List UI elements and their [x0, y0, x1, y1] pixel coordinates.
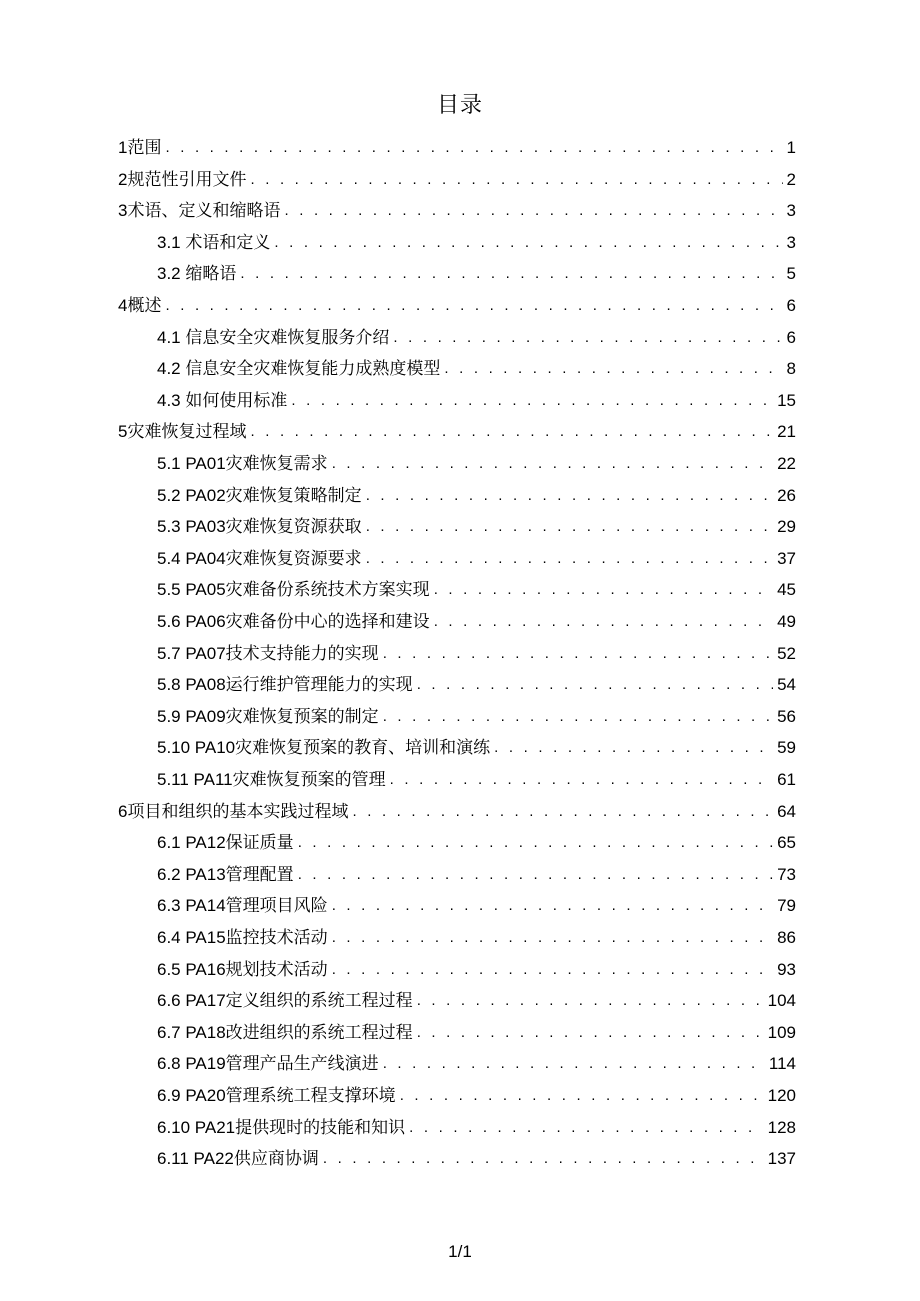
toc-entry-label: 6.1 PA12保证质量 — [157, 833, 294, 853]
page-number-footer: 1/1 — [448, 1242, 472, 1261]
toc-entry[interactable] — [157, 701, 796, 733]
toc-entry-page-number: 64 — [777, 801, 796, 821]
toc-dot-leader — [434, 606, 773, 638]
toc-entry-label: 5.2 PA02灾难恢复策略制定 — [157, 485, 362, 505]
toc-entry-label: 6.9 PA20管理系统工程支撑环境 — [157, 1086, 396, 1105]
toc-entry-page-number: 128 — [767, 1117, 796, 1137]
toc-entry[interactable] — [157, 1017, 796, 1049]
toc-dot-leader — [332, 890, 773, 922]
toc-entry-page-number: 21 — [777, 422, 796, 442]
toc-entry-label: 6.4 PA15监控技术活动 — [157, 928, 328, 947]
toc-entry-label: 5.8 PA08运行维护管理能力的实现 — [157, 675, 413, 695]
toc-entry[interactable] — [157, 480, 796, 512]
toc-entry-label: 5.5 PA05灾难备份系统技术方案实现 — [157, 580, 430, 600]
toc-entry[interactable] — [157, 511, 796, 543]
toc-entry[interactable] — [157, 543, 796, 575]
toc-dot-leader — [383, 701, 773, 733]
toc-entry[interactable] — [118, 416, 796, 448]
toc-entry-label: 2规范性引用文件 — [118, 169, 247, 189]
toc-entry[interactable] — [118, 132, 796, 164]
toc-entry[interactable] — [157, 353, 796, 385]
toc-entry[interactable] — [157, 890, 796, 922]
toc-entry-label: 5.7 PA07技术支持能力的实现 — [157, 643, 379, 663]
toc-dot-leader — [332, 922, 773, 954]
toc-entry[interactable] — [118, 164, 796, 196]
toc-entry[interactable] — [157, 1143, 796, 1175]
toc-entry[interactable] — [118, 290, 796, 322]
toc-entry-label: 6项目和组织的基本实践过程域 — [118, 801, 349, 821]
toc-entry-label: 6.10 PA21提供现时的技能和知识 — [157, 1117, 406, 1137]
toc-dot-leader — [332, 954, 773, 986]
toc-entry-label: 5.4 PA04灾难恢复资源要求 — [157, 548, 362, 568]
toc-entry-label: 1范围 — [118, 138, 162, 157]
toc-entry-page-number: 93 — [777, 959, 796, 979]
toc-entry-page-number: 59 — [777, 738, 796, 758]
toc-entry-label: 6.2 PA13管理配置 — [157, 864, 294, 884]
toc-entry-page-number: 61 — [777, 770, 796, 789]
toc-dot-leader — [393, 322, 782, 354]
toc-dot-leader — [383, 638, 773, 670]
toc-entry-page-number: 37 — [777, 548, 796, 568]
toc-entry-label: 6.11 PA22供应商协调 — [157, 1149, 319, 1169]
toc-entry-label: 3术语、定义和缩略语 — [118, 201, 281, 221]
toc-entry-page-number: 5 — [786, 264, 796, 284]
toc-entry-label: 5.3 PA03灾难恢复资源获取 — [157, 517, 362, 537]
toc-entry-label: 5.11 PA11灾难恢复预案的管理 — [157, 770, 386, 789]
toc-entry[interactable] — [157, 448, 796, 480]
toc-entry-label: 5.9 PA09灾难恢复预案的制定 — [157, 706, 379, 726]
toc-entry[interactable] — [157, 385, 796, 417]
toc-entry[interactable] — [157, 1112, 796, 1144]
toc-dot-leader — [352, 796, 773, 828]
toc-entry[interactable] — [157, 1080, 796, 1112]
toc-entry-page-number: 73 — [777, 864, 796, 884]
toc-entry-label: 5灾难恢复过程域 — [118, 422, 247, 442]
toc-dot-leader — [250, 164, 782, 196]
toc-dot-leader — [274, 227, 782, 259]
toc-entry-label: 6.8 PA19管理产品生产线演进 — [157, 1054, 379, 1074]
toc-entry-page-number: 8 — [786, 359, 796, 379]
toc-dot-leader — [366, 543, 773, 575]
toc-entry-page-number: 109 — [767, 1022, 796, 1042]
toc-entry[interactable] — [157, 827, 796, 859]
toc-entry-page-number: 6 — [786, 327, 796, 347]
toc-entry[interactable] — [157, 859, 796, 891]
toc-entry[interactable] — [157, 1048, 796, 1080]
toc-entry-page-number: 79 — [777, 896, 796, 916]
toc-entry-page-number: 3 — [786, 232, 796, 252]
toc-entry[interactable] — [157, 985, 796, 1017]
toc-entry-label: 3.2 缩略语 — [157, 264, 237, 284]
toc-dot-leader — [409, 1112, 763, 1144]
toc-entry-label: 6.6 PA17定义组织的系统工程过程 — [157, 991, 413, 1011]
toc-entry-page-number: 52 — [777, 643, 796, 663]
toc-entry-page-number: 2 — [786, 169, 796, 189]
toc-entry-page-number: 1 — [786, 138, 796, 157]
toc-entry-label: 4.2 信息安全灾难恢复能力成熟度模型 — [157, 359, 441, 379]
toc-dot-leader — [298, 827, 773, 859]
toc-entry[interactable] — [118, 195, 796, 227]
toc-dot-leader — [417, 669, 773, 701]
toc-entry[interactable] — [157, 322, 796, 354]
toc-entry-page-number: 104 — [767, 991, 796, 1011]
toc-entry-label: 5.10 PA10灾难恢复预案的教育、培训和演练 — [157, 738, 491, 758]
toc-entry-page-number: 45 — [777, 580, 796, 600]
toc-dot-leader — [366, 511, 773, 543]
toc-entry-page-number: 120 — [767, 1086, 796, 1105]
toc-entry-page-number: 22 — [777, 454, 796, 473]
toc-entry[interactable] — [157, 574, 796, 606]
toc-entry-page-number: 15 — [777, 390, 796, 410]
toc-entry-page-number: 26 — [777, 485, 796, 505]
toc-entry[interactable] — [118, 796, 796, 828]
toc-dot-leader — [332, 448, 773, 480]
toc-dot-leader — [390, 764, 773, 796]
toc-entry-page-number: 3 — [786, 201, 796, 221]
toc-dot-leader — [291, 385, 773, 417]
toc-entry-label: 4.1 信息安全灾难恢复服务介绍 — [157, 327, 390, 347]
toc-entry-label: 6.5 PA16规划技术活动 — [157, 959, 328, 979]
toc-entry-page-number: 65 — [777, 833, 796, 853]
toc-dot-leader — [434, 574, 773, 606]
toc-dot-leader — [400, 1080, 764, 1112]
toc-entry[interactable] — [157, 638, 796, 670]
toc-dot-leader — [298, 859, 773, 891]
toc-dot-leader — [383, 1048, 765, 1080]
toc-entry-page-number: 6 — [786, 296, 796, 315]
toc-entry-label: 6.3 PA14管理项目风险 — [157, 896, 328, 916]
toc-entry[interactable] — [157, 669, 796, 701]
page-title: 目录 — [436, 92, 483, 117]
toc-entry-label: 6.7 PA18改进组织的系统工程过程 — [157, 1022, 413, 1042]
toc-entry-label: 5.1 PA01灾难恢复需求 — [157, 454, 328, 473]
toc-entry-page-number: 49 — [777, 612, 796, 631]
toc-dot-leader — [323, 1143, 764, 1175]
toc-dot-leader — [284, 195, 782, 227]
toc-entry[interactable] — [157, 606, 796, 638]
toc-dot-leader — [240, 258, 782, 290]
toc-entry-page-number: 137 — [767, 1149, 796, 1169]
toc-entry[interactable] — [157, 227, 796, 259]
toc-dot-leader — [444, 353, 782, 385]
toc-entry-page-number: 54 — [777, 675, 796, 695]
toc-entry-label: 4.3 如何使用标准 — [157, 390, 288, 410]
toc-entry-page-number: 86 — [777, 928, 796, 947]
toc-dot-leader — [494, 732, 773, 764]
toc-dot-leader — [417, 1017, 764, 1049]
toc-dot-leader — [417, 985, 764, 1017]
toc-entry-label: 4概述 — [118, 296, 162, 315]
toc-entry[interactable] — [157, 764, 796, 796]
toc-entry-page-number: 29 — [777, 517, 796, 537]
toc-dot-leader — [366, 480, 773, 512]
toc-dot-leader — [165, 290, 782, 322]
toc-entry-page-number: 114 — [768, 1054, 796, 1074]
toc-entry[interactable] — [157, 922, 796, 954]
toc-entry-label: 3.1 术语和定义 — [157, 232, 271, 252]
toc-entry-label: 5.6 PA06灾难备份中心的选择和建设 — [157, 612, 430, 631]
toc-dot-leader — [165, 132, 782, 164]
toc-entry-page-number: 56 — [777, 706, 796, 726]
toc-entry[interactable] — [157, 732, 796, 764]
toc-entry[interactable] — [157, 258, 796, 290]
toc-dot-leader — [250, 416, 773, 448]
toc-entry[interactable] — [157, 954, 796, 986]
